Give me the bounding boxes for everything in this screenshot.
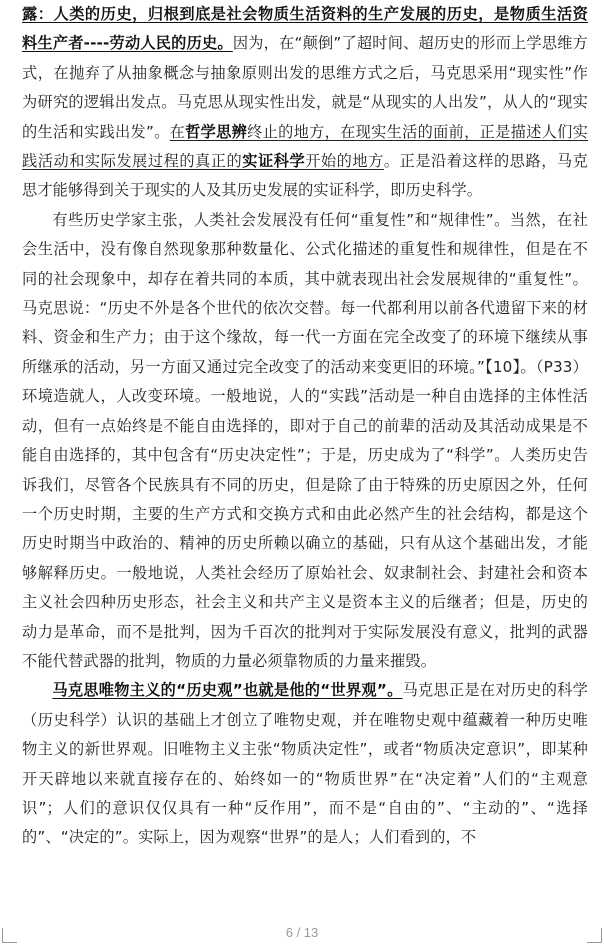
- body-text: 终止的地方，在现实生活的面前，正是描述人们实践活动和实际发展过程的真正的: [22, 122, 588, 171]
- body-text: 。正是沿着这样的思路，马克思才能够得到关于现实的人及其历史发展的实证科学，即历史科学。: [22, 152, 589, 200]
- bold-underlined-sentence: 马克思唯物主义的“历史观”也就是他的“世界观”。: [52, 681, 403, 700]
- paragraph-1: [22, 0, 588, 206]
- body-text: 在: [169, 122, 186, 141]
- bold-term: 哲学思辨: [185, 122, 248, 141]
- paragraph-2: 有些历史学家主张，人类社会发展没有任何“重复性”和“规律性”。当然，在社会生活中，没有像自然现象那种数量化、公式化描述的重复性和规律性，但是在不同的社会现象中，却存在着共同的本质，其中就表现出社会发展规律的“重复性”。马克思说：“历史不外是各个世代的依次交替。每一代都利用以前各代遗留下来的材料、资金和生产力；由于这个缘故，每一代一方面在完全改变了的环境下继续从事所继承的活动，另一方面又通过完全改变了的活动来变更旧的环境。”【10】。（P33）环境造就人，人改变环境。一般地说，人的“实践”活动是一种自由选择的主体性活动，但有一点始终是不能自由选择的，即对于自己的前辈的活动及其活动成果是不能自由选择的，其中包含有“历史决定性”；于是，历史成为了“科学”。人类历史告诉我们，尽管各个民族具有不同的历史，但是除了由于特殊的历史原因之外，任何一个历史时期，主要的生产方式和交换方式和由此必然产生的社会结构，都是这个历史时期当中政治的、精神的历史所赖以确立的基础，只有从这个基础出发，才能够解释历史。一般地说，人类社会经历了原始社会、奴隶制社会、封建社会和资本主义社会四种历史形态，社会主义和共产主义是资本主义的后继者；但是，历史的动力是革命，而不是批判，因为千百次的批判对于实际发展没有意义，批判的武器不能代替武器的批判，物质的力量必须靠物质的力量来摧毁。: [22, 210, 588, 670]
- body-text: 因为，在“颠倒”了超时间、超历史的形而上学思维方式，在抛弃了从抽象概念与抽象原则出发的思维方式之后，马克思采用“现实性”作为研究的逻辑出发点。马克思从现实性出发，就是“从现实的人出发”，从人的“现实的生活和实践出发”。: [22, 34, 588, 141]
- page-indicator: 6 / 13: [285, 925, 319, 940]
- paragraph-3: [22, 676, 588, 852]
- document-body: [22, 0, 588, 853]
- bold-term: 实证科学: [242, 152, 306, 171]
- body-text: 开始的地方: [305, 152, 384, 171]
- body-text: 马克思正是在对历史的科学（历史科学）认识的基础上才创立了唯物史观，并在唯物史观中蕴藏着一种历史唯物主义的新世界观。旧唯物主义主张“物质决定性”，或者“物质决定意识”，即某种开天辟地以来就直接存在的、始终如一的“物质世界”在“决定着”人们的“主观意识”；人们的意识仅仅具有一种“反作用”，而不是“自由的”、“主动的”、“选择的”、“决定的”。实际上，因为观察“世界”的是人；人们看到的，不: [22, 681, 588, 847]
- bold-underlined-sentence: 露：人类的历史，归根到底是社会物质生活资料的生产发展的历史，是物质生活资料生产者----劳动人民的历史。: [22, 5, 588, 53]
